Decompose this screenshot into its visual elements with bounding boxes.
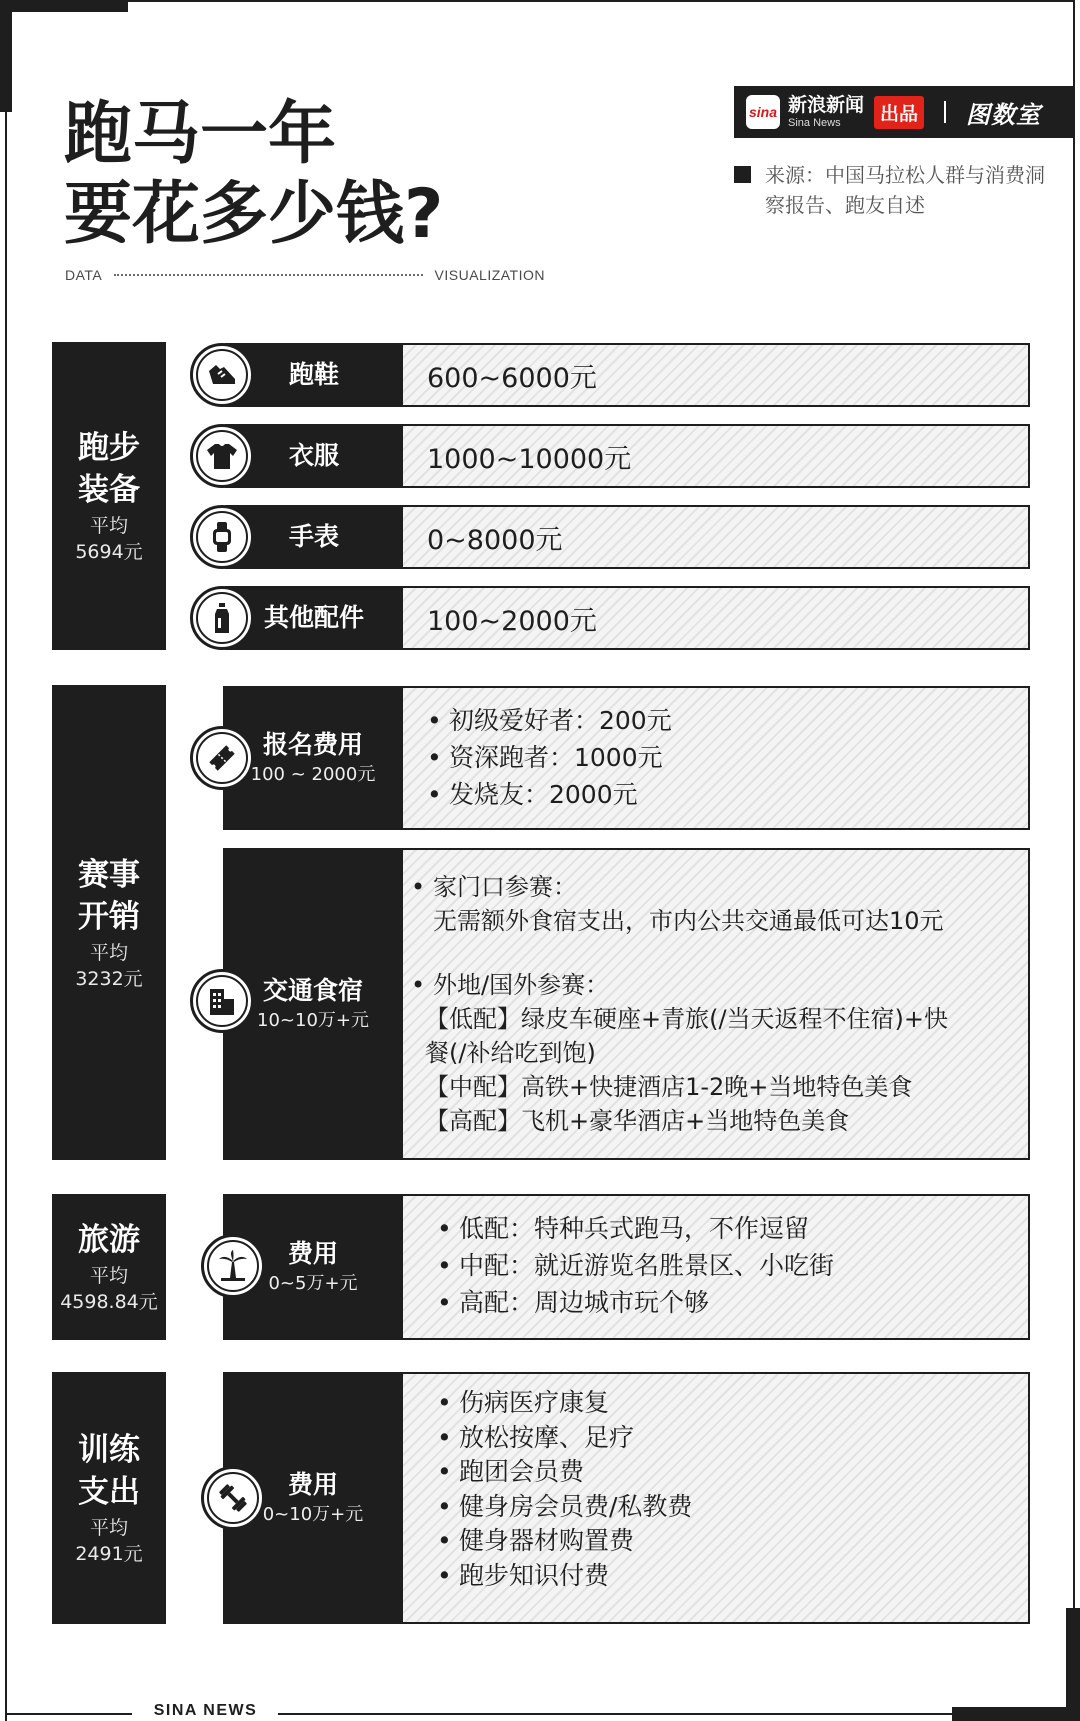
sina-news-en: Sina News: [788, 116, 841, 129]
dumbbell-icon: [201, 1466, 265, 1530]
training-cost-details: [401, 1372, 1030, 1624]
tagline-right: VISUALIZATION: [434, 267, 545, 283]
bottle-icon: [190, 586, 254, 650]
list-item: • 健身房会员费/私教费: [437, 1490, 1010, 1525]
bottom-rule-right: [278, 1713, 954, 1715]
source-square-icon: [734, 166, 751, 183]
title-highlight: 多少钱: [200, 175, 405, 254]
shoe-icon: [190, 343, 254, 407]
list-item: • 健身器材购置费: [437, 1524, 1010, 1559]
data-visualization-tagline: [65, 266, 545, 284]
tushushi-wordmark: 图数室: [966, 100, 1042, 129]
away-mid-tier: 【中配】高铁+快捷酒店1-2晚+当地特色美食: [425, 1073, 913, 1101]
tourism-cost-range: 0~5万+元: [268, 1273, 358, 1294]
gear-row-label-text: 衣服: [288, 441, 339, 470]
category-average-value: 3232元: [75, 967, 143, 990]
gear-row-value: [401, 586, 1030, 650]
watch-icon: [190, 505, 254, 569]
transport-lodging-details: [401, 848, 1030, 1160]
corner-top-left-vertical: [0, 0, 12, 112]
source-text: 来源：中国马拉松人群与消费洞察报告、跑友自述: [765, 163, 1045, 217]
away-high-tier: 【高配】飞机+豪华酒店+当地特色美食: [425, 1107, 850, 1135]
category-training: [52, 1372, 166, 1624]
category-average-label: 平均: [89, 1517, 128, 1539]
sina-news-wordmark: [788, 93, 865, 129]
produced-badge: 出品: [874, 96, 924, 129]
gear-row-label-text: 其他配件: [263, 603, 364, 632]
logo-separator: [944, 101, 946, 123]
frame-top: [0, 0, 1075, 2]
category-average-label: 平均: [89, 1265, 128, 1287]
category-name-line-2: 装备: [78, 472, 140, 508]
away-low-tier: 【低配】绿皮车硬座+青旅(/当天返程不住宿)+快: [425, 1005, 949, 1033]
corner-top-left: [0, 0, 128, 12]
registration-fee-title: 报名费用: [262, 730, 363, 759]
tourism-cost-details: [401, 1194, 1030, 1340]
local-race-text: 无需额外食宿支出，市内公共交通最低可达10元: [433, 907, 944, 935]
transport-lodging-range: 10~10万+元: [257, 1010, 369, 1031]
list-item: • 高配：周边城市玩个够: [437, 1284, 1010, 1321]
registration-fee-details: [401, 686, 1030, 830]
list-item: • 中配：就近游览名胜景区、小吃街: [437, 1247, 1010, 1284]
local-race-title: • 家门口参赛：: [411, 870, 1010, 904]
palm-tree-icon: [201, 1234, 265, 1298]
away-low-tier-cont: 餐(/补给吃到饱): [425, 1039, 596, 1067]
title-line-2: [64, 175, 443, 255]
transport-lodging-title: 交通食宿: [262, 976, 363, 1005]
category-average-value: 4598.84元: [60, 1291, 158, 1313]
tagline-dots: [114, 274, 422, 276]
source-note: [734, 160, 1054, 220]
registration-fee-range: 100 ~ 2000元: [250, 764, 376, 785]
away-race-title: • 外地/国外参赛：: [411, 968, 1010, 1002]
gear-row-value-text: 1000~10000元: [427, 443, 632, 475]
list-item: • 跑团会员费: [437, 1455, 1010, 1490]
tourism-cost-title: 费用: [287, 1239, 338, 1268]
category-name-line-1: 训练: [78, 1432, 140, 1468]
corner-bottom-right-horizontal: [952, 1707, 1080, 1721]
title-line-2-prefix: 要花: [64, 175, 201, 254]
tourism-cost-list: [437, 1210, 1010, 1321]
sina-logo-icon: sina: [746, 95, 780, 129]
ticket-icon: [190, 726, 254, 790]
list-item: • 初级爱好者：200元: [427, 702, 1010, 739]
transport-lodging-text: [425, 870, 1010, 1138]
gear-row-label-text: 跑鞋: [288, 360, 339, 389]
building-icon: [190, 969, 254, 1033]
registration-fee-list: [427, 702, 1010, 813]
gear-row-value: [401, 343, 1030, 407]
training-cost-list: [437, 1386, 1010, 1593]
page-title: [64, 95, 443, 255]
gear-row-value-text: 600~6000元: [427, 362, 597, 394]
frame-right: [1073, 0, 1075, 1620]
category-race-expenses: [52, 685, 166, 1160]
spacer: [433, 938, 1010, 968]
frame-left: [5, 0, 7, 1721]
category-name-line-1: 跑步: [78, 430, 140, 466]
category-running-gear: [52, 342, 166, 650]
title-line-2-suffix: ?: [404, 175, 444, 254]
category-name-line-2: 支出: [78, 1474, 140, 1510]
gear-row-label-text: 手表: [288, 522, 339, 551]
list-item: • 发烧友：2000元: [427, 776, 1010, 813]
tagline-left: DATA: [65, 267, 103, 283]
list-item: • 伤病医疗康复: [437, 1386, 1010, 1421]
sina-news-cn: 新浪新闻: [788, 93, 865, 116]
category-average-value: 2491元: [75, 1543, 143, 1565]
category-average-value: 5694元: [75, 541, 143, 563]
gear-row-value: [401, 424, 1030, 488]
list-item: • 低配：特种兵式跑马，不作逗留: [437, 1210, 1010, 1247]
gear-row-value: [401, 505, 1030, 569]
training-cost-range: 0~10万+元: [262, 1504, 364, 1525]
gear-row-value-text: 0~8000元: [427, 524, 563, 556]
category-average-label: 平均: [89, 515, 128, 537]
category-name-line-1: 旅游: [78, 1222, 140, 1258]
list-item: • 跑步知识付费: [437, 1559, 1010, 1594]
footer-brand: SINA NEWS: [153, 1702, 258, 1719]
category-name-line-1: 赛事: [78, 856, 140, 893]
gear-row-value-text: 100~2000元: [427, 605, 597, 637]
list-item: • 资深跑者：1000元: [427, 739, 1010, 776]
publisher-logo: [734, 86, 1074, 138]
category-tourism: [52, 1194, 166, 1340]
category-name-line-2: 开销: [78, 898, 140, 935]
tshirt-icon: [190, 424, 254, 488]
training-cost-title: 费用: [287, 1470, 338, 1499]
corner-bottom-right: [1066, 1608, 1080, 1721]
bottom-rule-left: [7, 1713, 132, 1715]
title-line-1: 跑马一年: [64, 95, 337, 174]
list-item: • 放松按摩、足疗: [437, 1421, 1010, 1456]
category-average-label: 平均: [89, 941, 128, 964]
